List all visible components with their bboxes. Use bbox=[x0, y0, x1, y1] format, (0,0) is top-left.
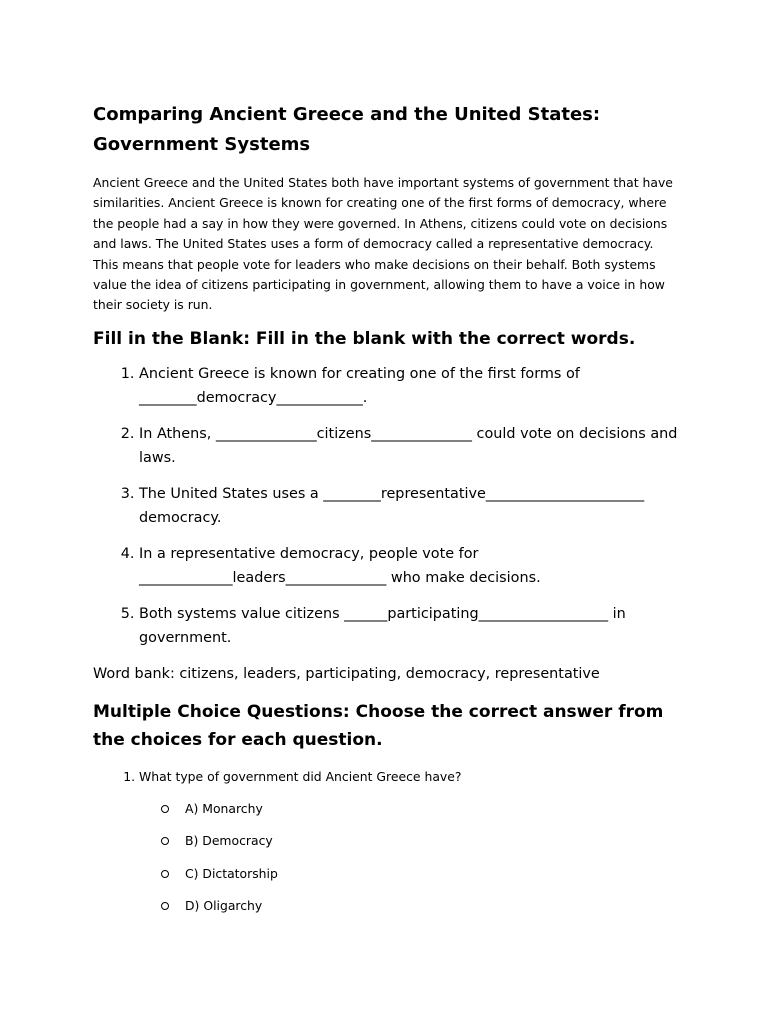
hollow-bullet-icon bbox=[161, 902, 169, 910]
fill-in-blank-heading: Fill in the Blank: Fill in the blank with the correct words. bbox=[93, 328, 636, 349]
fill-in-blank-item: 5. Both systems value citizens ______participating__________________ in government. bbox=[139, 602, 682, 650]
hollow-bullet-icon bbox=[161, 837, 169, 845]
answer-option bbox=[139, 896, 682, 916]
fill-in-blank-item: 1. Ancient Greece is known for creating one of the first forms of ________democracy____________. bbox=[139, 362, 682, 410]
multiple-choice-list bbox=[93, 767, 682, 916]
multiple-choice-question bbox=[139, 767, 682, 916]
fill-in-blank-item: 2. In Athens, ______________citizens______________ could vote on decisions and laws. bbox=[139, 422, 682, 470]
hollow-bullet-icon bbox=[161, 870, 169, 878]
fill-in-blank-item: 4. In a representative democracy, people vote for _____________leaders______________ who make decisions. bbox=[139, 542, 682, 590]
answer-option bbox=[139, 831, 682, 851]
answer-options bbox=[139, 799, 682, 916]
fill-in-blank-list bbox=[93, 362, 682, 650]
word-bank: Word bank: citizens, leaders, participating, democracy, representative bbox=[93, 665, 600, 682]
answer-option bbox=[139, 799, 682, 819]
multiple-choice-heading: Multiple Choice Questions: Choose the correct answer from the choices for each question. bbox=[93, 701, 664, 750]
intro-paragraph: Ancient Greece and the United States both have important systems of government that have similarities. Ancient Greece is known for creating one of the first forms of democracy, where the people had a say in how they were governed. In Athens, citizens could vote on decisions and laws. The United States uses a form of democracy called a representative democracy. This means that people vote for leaders who make decisions on their behalf. Both systems value the idea of citizens participating in government, allowing them to have a voice in how their society is run. bbox=[93, 175, 673, 313]
answer-option bbox=[139, 864, 682, 884]
answer-option-label: B) Democracy bbox=[185, 833, 273, 849]
fill-in-blank-item: 3. The United States uses a ________representative______________________ democracy. bbox=[139, 482, 682, 530]
question-text: What type of government did Ancient Greece have? bbox=[139, 768, 462, 784]
answer-option-label: D) Oligarchy bbox=[185, 898, 263, 914]
page-title: Comparing Ancient Greece and the United States: Government Systems bbox=[93, 104, 601, 155]
answer-option-label: A) Monarchy bbox=[185, 800, 263, 816]
answer-option-label: C) Dictatorship bbox=[185, 865, 278, 881]
hollow-bullet-icon bbox=[161, 805, 169, 813]
